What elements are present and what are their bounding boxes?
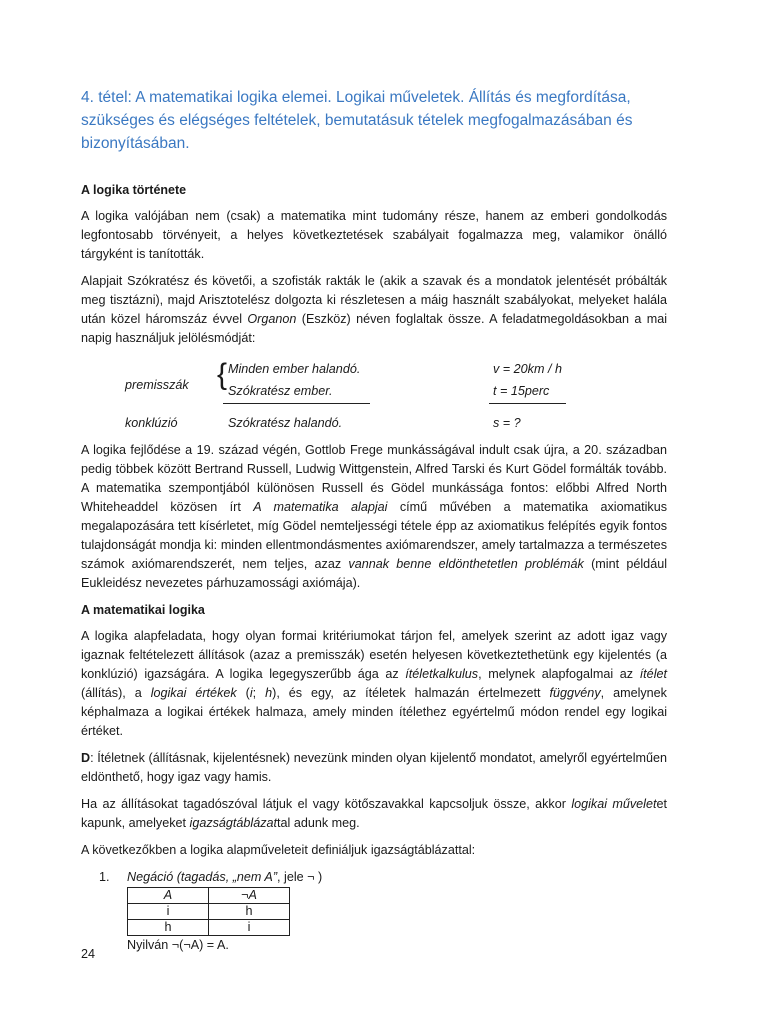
paragraph: Alapjait Szókratész és követői, a szofisták rakták le (akik a szavak és a mondatok jelentését próbálták meg tisztázni), majd Arisztotelész dolgozta ki részletesen a máig használt szabályokat, melyeket halála után közel háromszáz évvel Organon (Eszköz) néven foglaltak össze. A feladatmegoldásokban a mai napig használjuk jelölésmódját:	[81, 274, 667, 345]
negation-truth-table	[127, 887, 290, 936]
divider-line	[223, 403, 370, 404]
paragraph: A logika alapfeladata, hogy olyan formai kritériumokat tárjon fel, amelyek szerint az adott igaz vagy igaznak feltételezett állítások (azaz a premisszák) esetén helyesen következtethetünk egy kijelentés (a konklúzió) igazságára. A logika legegyszerűbb ága az ítéletkalkulus, melynek alapfogalmai az ítélet (állítás), a logikai értékek (i; h), és egy, az ítéletek halmazán értelmezett függvény, amelynek képhalmaza a logikai értékek halmaza, amely minden ítélethez egyértelmű módon rendel egy logikai értéket.	[81, 629, 667, 738]
negation-sign: , jele ¬ )	[277, 870, 323, 884]
conclusion-label: konklúzió	[125, 416, 178, 430]
table-cell: A	[128, 888, 209, 904]
table-cell: h	[209, 904, 290, 920]
definition-label: D	[81, 751, 91, 765]
table-cell: i	[128, 904, 209, 920]
table-row	[128, 904, 290, 920]
math-line-3: s = ?	[493, 416, 521, 430]
negation-item	[81, 868, 667, 887]
list-number: 1.	[99, 870, 110, 884]
math-line-1: v = 20km / h	[493, 362, 562, 376]
negation-note: Nyilván ¬(¬A) = A.	[127, 938, 229, 952]
table-row	[128, 888, 290, 904]
page-number: 24	[81, 947, 96, 961]
definition: D: Ítéletnek (állításnak, kijelentésnek) nevezünk minden olyan kijelentő mondatot, amelyről egyértelműen eldönthető, hogy igaz vagy hamis.	[81, 751, 667, 784]
section-heading-mathematical-logic: A matematikai logika	[81, 603, 205, 617]
emphasis: Organon	[247, 312, 297, 326]
page-title: 4. tétel: A matematikai logika elemei. Logikai műveletek. Állítás és megfordítása, szükséges és elégséges feltételek, bemutatásuk tételek megfogalmazásában és bizonyításában.	[81, 89, 633, 152]
section-heading-history: A logika története	[81, 183, 187, 197]
table-cell: ¬A	[209, 888, 290, 904]
negation-name: Negáció (tagadás, „nem A”	[127, 870, 278, 884]
math-line-2: t = 15perc	[493, 384, 550, 398]
conclusion: Szókratész halandó.	[228, 416, 343, 430]
table-cell: i	[209, 920, 290, 936]
paragraph: A logika valójában nem (csak) a matematika mint tudomány része, hanem az emberi gondolkodás legfontosabb törvényeit, a helyes következtetések szabályait fogalmazza meg, valamikor önálló tárgyként is tanították.	[81, 209, 667, 261]
paragraph: A logika fejlődése a 19. század végén, Gottlob Frege munkásságával indult csak újra, a 20. században pedig többek között Bertrand Russell, Ludwig Wittgenstein, Alfred Tarski és Kurt Gödel formálták tovább. A matematika szempontjából különösen Russell és Gödel munkássága fontos: előbbi Alfred North Whiteheaddel közösen írt A matematika alapjai című művében a matematika axiomatikus megalapozására tett kísérletet, míg Gödel nemteljességi tétele épp az axiomatikus felépítés egyik fontos tulajdonságát mondja ki: minden ellentmondásmentes axiómarendszer, amely tartalmazza a természetes számok axiómarendszerét, nem teljes, azaz vannak benne eldönthetetlen problémák (mint például Eukleidész nevezetes párhuzamossági axiómája).	[81, 443, 667, 590]
syllogism-example	[81, 358, 667, 434]
table-cell: h	[128, 920, 209, 936]
divider-line	[489, 403, 566, 404]
page-content	[81, 86, 667, 955]
premise-1: Minden ember halandó.	[228, 362, 361, 376]
paragraph: Ha az állításokat tagadószóval látjuk el vagy kötőszavakkal kapcsoljuk össze, akkor logikai műveletet kapunk, amelyeket igazságtáblázattal adunk meg.	[81, 797, 667, 830]
premise-label: premisszák	[125, 378, 189, 392]
premise-2: Szókratész ember.	[228, 384, 333, 398]
table-row	[128, 920, 290, 936]
paragraph: A következőkben a logika alapműveleteit definiáljuk igazságtáblázattal:	[81, 843, 476, 857]
brace-icon: {	[217, 358, 228, 391]
